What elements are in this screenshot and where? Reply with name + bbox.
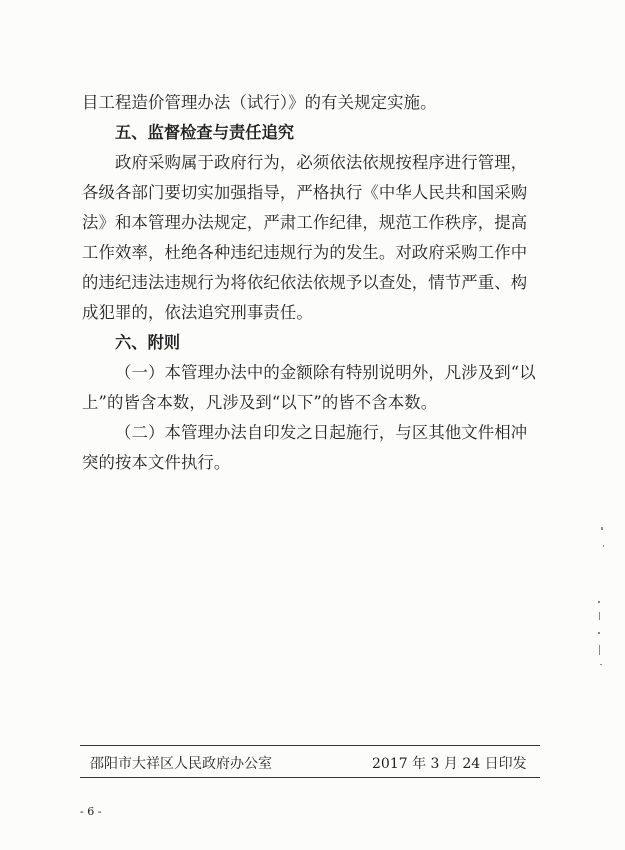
scan-speck (598, 632, 600, 634)
scan-speck (601, 527, 603, 530)
text-line: 各级各部门要切实加强指导，严格执行《中华人民共和国采购 (82, 183, 528, 202)
issuing-office: 邵阳市大祥区人民政府办公室 (90, 756, 272, 772)
section-heading-supervision: 五、监督检查与责任追究 (115, 123, 295, 142)
page-number: - 6 - (80, 805, 102, 818)
text-line: 成犯罪的，依法追究刑事责任。 (82, 303, 313, 322)
text-line: 上”的皆含本数，凡涉及到“以下”的皆不含本数。 (82, 393, 438, 412)
text-line: 突的按本文件执行。 (82, 453, 231, 472)
scan-speck (603, 545, 604, 547)
text-line: （二）本管理办法自印发之日起施行，与区其他文件相冲 (115, 423, 528, 442)
text-line: 的违纪违法违规行为将依纪依法依规予以查处，情节严重、构 (82, 273, 528, 292)
scan-speck (598, 601, 600, 603)
document-body (82, 88, 537, 478)
scan-speck (599, 612, 600, 620)
footer-top-rule (80, 745, 540, 746)
scan-speck (600, 664, 602, 665)
scan-speck (599, 645, 600, 655)
text-line: （一）本管理办法中的金额除有特别说明外，凡涉及到“以 (115, 363, 536, 382)
text-line: 工作效率，杜绝各种违纪违规行为的发生。对政府采购工作中 (82, 243, 528, 262)
issue-date: 2017 年 3 月 24 日印发 (372, 756, 527, 772)
text-line: 法》和本管理办法规定，严肃工作纪律，规范工作秩序，提高 (82, 213, 528, 232)
footer-bottom-rule (80, 777, 540, 778)
text-line: 目工程造价管理办法（试行）》的有关规定实施。 (82, 93, 437, 112)
section-heading-supplementary: 六、附则 (115, 333, 181, 352)
text-line: 政府采购属于政府行为，必须依法依规按程序进行管理， (115, 153, 528, 172)
